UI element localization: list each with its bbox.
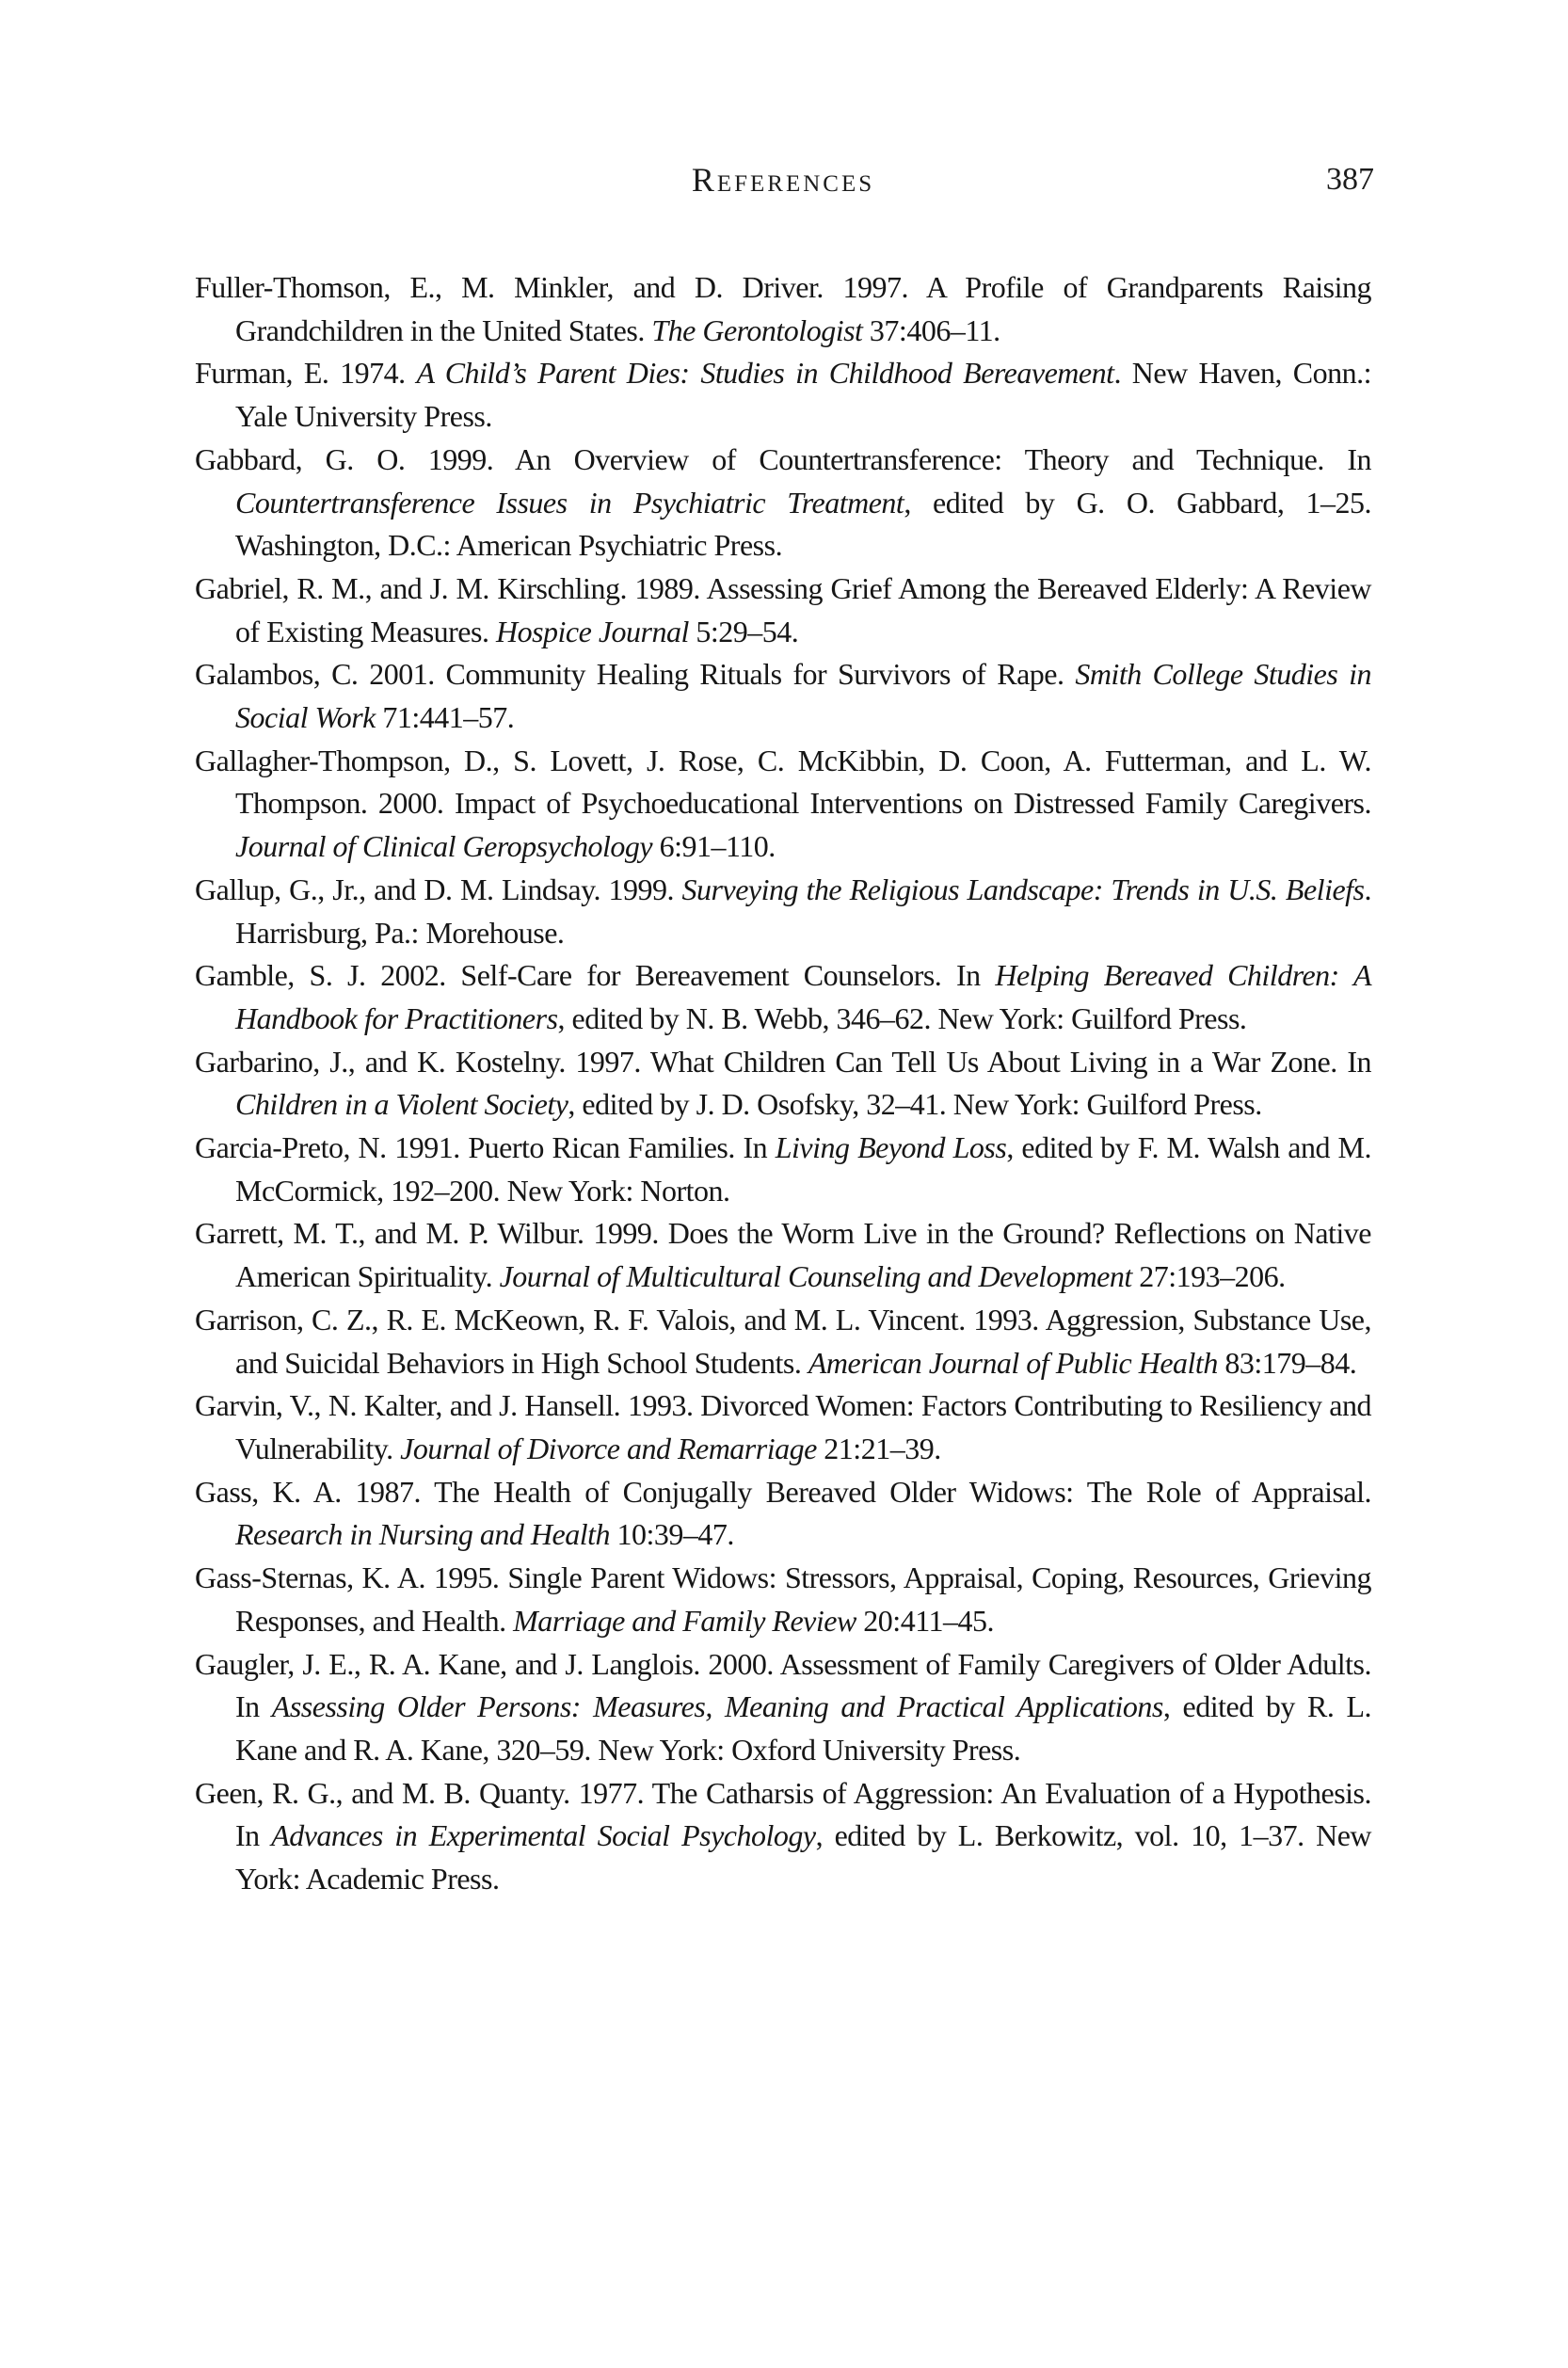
reference-entry: [195, 266, 1371, 352]
reference-text: Garrett, M. T., and M. P. Wilbur. 1999. Does the Worm Live in the Ground? Reflections on Native American Spirituality.: [195, 1216, 1371, 1294]
reference-text: 71:441–57.: [375, 700, 515, 735]
reference-entry: [195, 1212, 1371, 1298]
reference-text: Gallagher-Thompson, D., S. Lovett, J. Rose, C. McKibbin, D. Coon, A. Futterman, and L. W. Thompson. 2000. Impact of Psychoeducational Interventions on Distressed Family Caregivers.: [195, 743, 1371, 821]
reference-text: Gamble, S. J. 2002. Self-Care for Bereavement Counselors. In: [195, 958, 996, 993]
reference-text: 21:21–39.: [816, 1431, 941, 1465]
reference-text: Garcia-Preto, N. 1991. Puerto Rican Families. In: [195, 1130, 776, 1165]
reference-title-italic: Hospice Journal: [495, 614, 689, 648]
reference-title-italic: Journal of Divorce and Remarriage: [400, 1431, 817, 1465]
reference-text: , edited by J. D. Osofsky, 32–41. New York: Guilford Press.: [568, 1087, 1262, 1122]
page-number: 387: [1326, 162, 1374, 197]
reference-text: 37:406–11.: [862, 312, 1000, 347]
reference-text: Gallup, G., Jr., and D. M. Lindsay. 1999.: [195, 872, 682, 906]
reference-entry: [195, 1127, 1371, 1212]
reference-entry: [195, 1557, 1371, 1642]
reference-text: 10:39–47.: [610, 1517, 734, 1552]
reference-entry: [195, 352, 1371, 438]
reference-text: Garrison, C. Z., R. E. McKeown, R. F. Valois, and M. L. Vincent. 1993. Aggression, Substance Use, and Suicidal Behaviors in High School Students.: [195, 1302, 1371, 1380]
reference-title-italic: Surveying the Religious Landscape: Trends in U.S. Beliefs: [681, 872, 1365, 906]
reference-text: 27:193–206.: [1131, 1259, 1286, 1294]
reference-text: Gabbard, G. O. 1999. An Overview of Countertransference: Theory and Technique. In: [195, 441, 1371, 476]
reference-title-italic: Living Beyond Loss: [775, 1130, 1007, 1165]
reference-text: Gabriel, R. M., and J. M. Kirschling. 1989. Assessing Grief Among the Bereaved Elderly: A Review of Existing Measures.: [195, 570, 1371, 648]
reference-text: , edited by F. M. Walsh and M. McCormick, 192–200. New York: Norton.: [235, 1130, 1372, 1208]
reference-text: 5:29–54.: [688, 614, 799, 648]
reference-text: . New Haven, Conn.: Yale University Press.: [235, 356, 1371, 434]
references-list: [195, 266, 1371, 1901]
reference-title-italic: Countertransference Issues in Psychiatric Treatment: [235, 485, 904, 520]
reference-entry: [195, 1041, 1371, 1127]
reference-text: , edited by R. L. Kane and R. A. Kane, 320–59. New York: Oxford University Press.: [235, 1689, 1372, 1767]
reference-title-italic: American Journal of Public Health: [808, 1345, 1218, 1380]
reference-text: Fuller-Thomson, E., M. Minkler, and D. Driver. 1997. A Profile of Grandparents Raising Grandchildren in the United States.: [195, 270, 1371, 347]
reference-entry: [195, 1772, 1371, 1901]
reference-title-italic: Children in a Violent Society: [235, 1087, 568, 1122]
reference-entry: [195, 653, 1371, 739]
reference-entry: [195, 1471, 1371, 1557]
reference-entry: [195, 954, 1371, 1040]
reference-entry: [195, 439, 1371, 568]
reference-text: Garvin, V., N. Kalter, and J. Hansell. 1993. Divorced Women: Factors Contributing to Resiliency and Vulnerability.: [195, 1388, 1371, 1465]
running-head-title: References: [691, 161, 875, 199]
reference-text: Furman, E. 1974.: [195, 356, 417, 391]
reference-text: 6:91–110.: [652, 829, 776, 864]
reference-title-italic: A Child’s Parent Dies: Studies in Childhood Bereavement: [416, 356, 1114, 391]
reference-title-italic: Research in Nursing and Health: [235, 1517, 610, 1552]
reference-title-italic: Advances in Experimental Social Psychology: [271, 1818, 816, 1853]
reference-title-italic: Smith College Studies in Social Work: [235, 657, 1372, 735]
reference-entry: [195, 740, 1371, 869]
reference-title-italic: Helping Bereaved Children: A Handbook for Practitioners: [235, 958, 1372, 1035]
reference-title-italic: Journal of Multicultural Counseling and Development: [499, 1259, 1132, 1294]
reference-title-italic: Assessing Older Persons: Measures, Meaning and Practical Applications: [271, 1689, 1163, 1724]
reference-text: Gass-Sternas, K. A. 1995. Single Parent Widows: Stressors, Appraisal, Coping, Resources, Grieving Responses, and Health.: [195, 1560, 1371, 1638]
reference-text: 20:411–45.: [856, 1603, 994, 1638]
reference-text: Geen, R. G., and M. B. Quanty. 1977. The Catharsis of Aggression: An Evaluation of a Hypothesis. In: [195, 1775, 1371, 1853]
reference-entry: [195, 1299, 1371, 1384]
reference-text: Gass, K. A. 1987. The Health of Conjugally Bereaved Older Widows: The Role of Appraisal.: [195, 1474, 1371, 1509]
reference-text: , edited by L. Berkowitz, vol. 10, 1–37. New York: Academic Press.: [235, 1818, 1372, 1896]
reference-text: 83:179–84.: [1217, 1345, 1357, 1380]
reference-text: Garbarino, J., and K. Kostelny. 1997. What Children Can Tell Us About Living in a War Zone. In: [195, 1044, 1371, 1079]
reference-entry: [195, 568, 1371, 653]
reference-title-italic: Marriage and Family Review: [513, 1603, 856, 1638]
reference-entry: [195, 1384, 1371, 1470]
reference-entry: [195, 869, 1371, 954]
reference-text: , edited by N. B. Webb, 346–62. New York: Guilford Press.: [557, 1000, 1247, 1035]
reference-title-italic: Journal of Clinical Geropsychology: [235, 829, 653, 864]
reference-entry: [195, 1643, 1371, 1772]
reference-title-italic: The Gerontologist: [651, 312, 863, 347]
reference-text: Galambos, C. 2001. Community Healing Rituals for Survivors of Rape.: [195, 657, 1076, 692]
reference-text: , edited by G. O. Gabbard, 1–25. Washington, D.C.: American Psychiatric Press.: [235, 485, 1372, 563]
reference-text: . Harrisburg, Pa.: Morehouse.: [235, 872, 1372, 950]
reference-text: Gaugler, J. E., R. A. Kane, and J. Langlois. 2000. Assessment of Family Caregivers of Older Adults. In: [195, 1646, 1371, 1724]
